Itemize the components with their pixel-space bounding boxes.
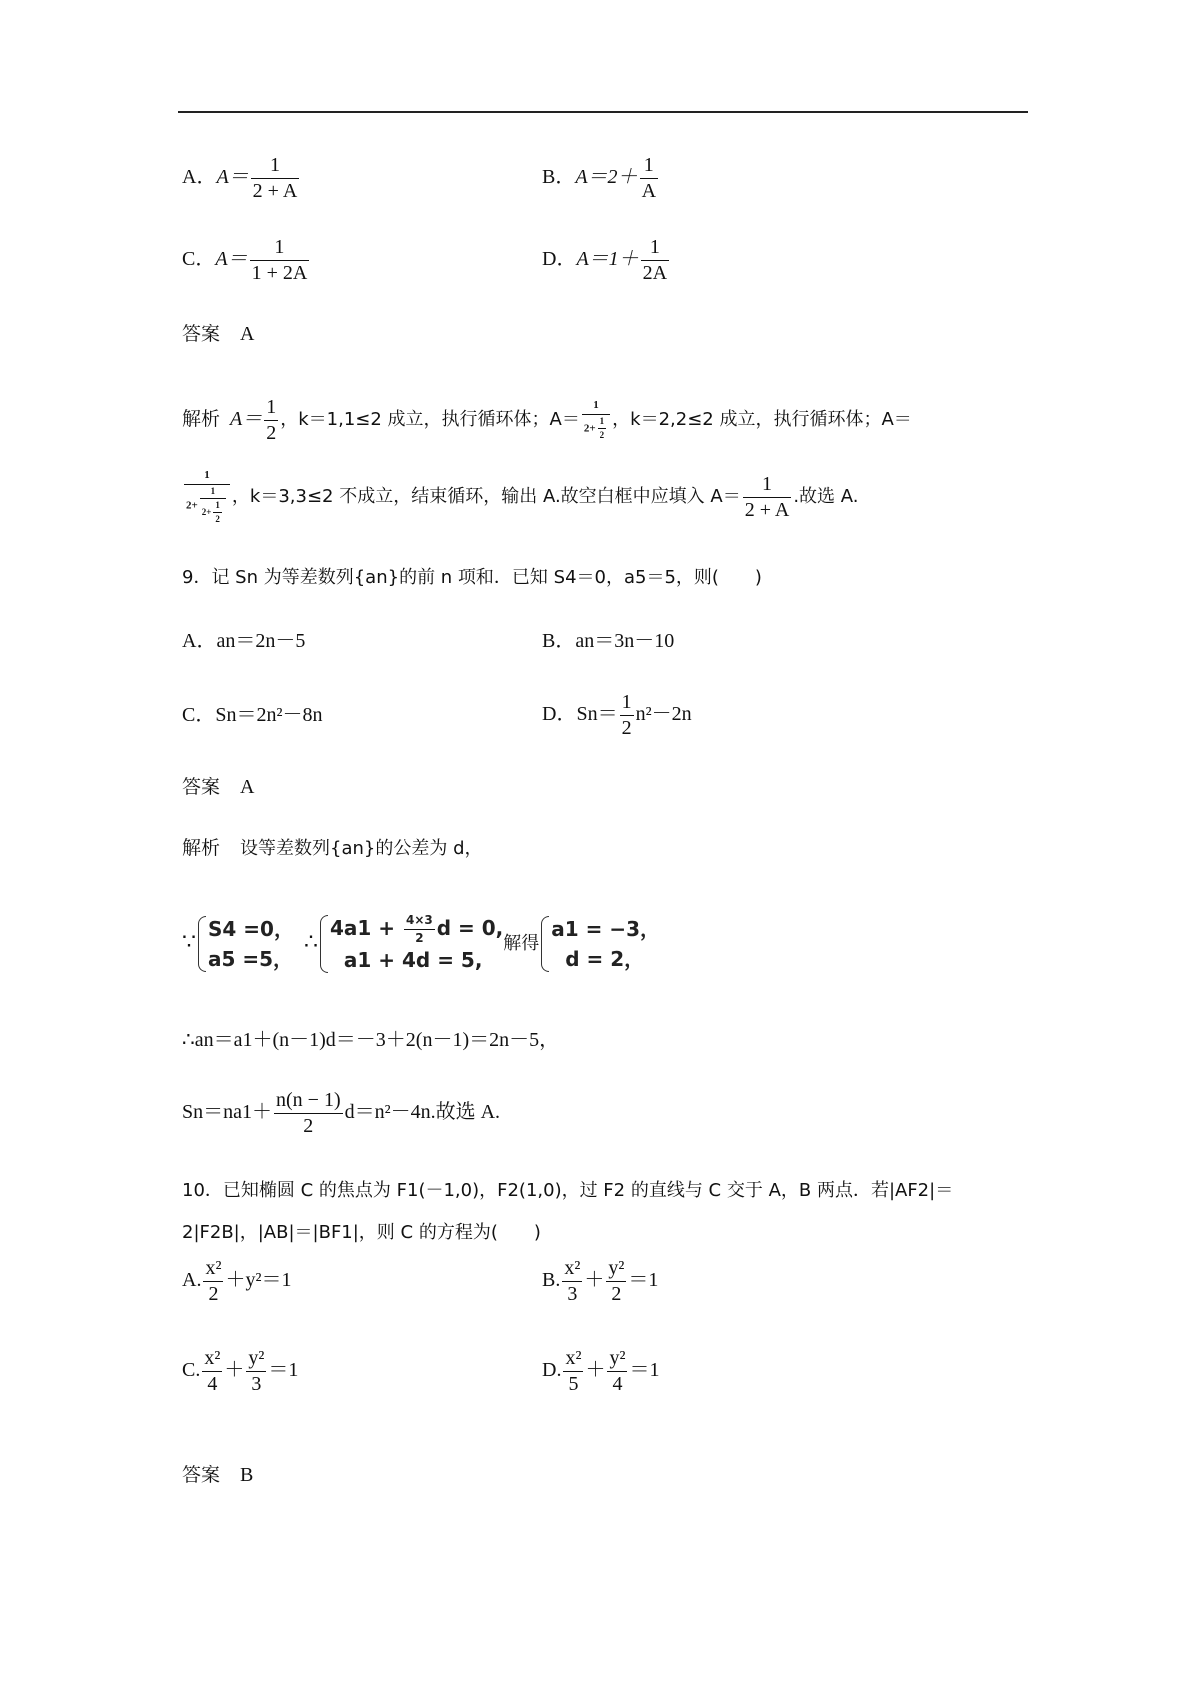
fraction [250,237,310,284]
fraction [274,1090,343,1137]
answer-label: 答案 [182,776,221,798]
fraction [562,1258,582,1305]
numerator: n(n − 1) [274,1090,343,1114]
answer-value: B [240,1464,254,1486]
fraction [640,155,658,202]
numerator: 1 [250,237,310,261]
numerator: y² [606,1258,626,1282]
text: d＝n²－4n.故选 A. [344,1101,501,1124]
equation-system [318,913,503,975]
den-text: 2+ [201,506,212,517]
q9-option-c [182,705,322,725]
option-text: ＝1 [268,1359,299,1382]
text: Sn＝na1＋ [182,1101,272,1124]
equation-part: 4a1 + [329,916,396,940]
q10-stem-line1 [182,1180,953,1200]
q9-analysis-line1 [182,838,483,858]
inner-fraction [200,487,226,525]
inner-fraction [598,417,607,441]
q9-option-a [182,631,305,651]
option-label: B. [542,1269,561,1292]
equation: S4 =0， [208,916,294,941]
q9-stem [182,567,762,587]
numerator: x² [203,1258,223,1282]
denominator: 2 + A [744,498,790,521]
option-label: D． [542,248,577,271]
denominator: 2 [415,931,424,945]
denominator: 2A [642,262,668,284]
numerator: y² [246,1348,266,1372]
denominator: 2 [215,514,220,525]
option-text: A．an＝2n－5 [182,630,306,652]
option-label: C. [182,1359,201,1382]
text: ，k＝1,1≤2 成立，执行循环体；A＝ [280,409,580,431]
q8-option-c [182,237,311,284]
option-text: B．an＝3n－10 [542,630,675,652]
q9-option-b [542,631,674,651]
denominator: 3 [567,1283,578,1305]
numerator: x² [563,1348,583,1372]
fraction [641,237,669,284]
denominator: 5 [568,1373,579,1395]
numerator: x² [562,1258,582,1282]
header-rule [178,111,1028,113]
q8-analysis-line1 [182,397,912,444]
text: .故选 A. [793,486,859,508]
fraction [251,155,300,202]
q8-option-d [542,237,671,284]
fraction [202,1348,222,1395]
question-stem: 2|F2B|，|AB|＝|BF1|，则 C 的方程为( ) [182,1222,541,1243]
fraction [203,1258,223,1305]
q9-analysis-line4 [182,1090,500,1137]
option-label: C． [182,248,216,271]
numerator: 1 [641,237,669,261]
denominator: 3 [251,1373,262,1395]
q9-equation-systems [182,913,660,975]
q8-option-b [542,155,660,202]
fraction [620,692,634,739]
numerator: 1 [264,397,278,421]
because-symbol: ∵ [182,928,196,954]
numerator: 1 [620,692,634,716]
text: ，k＝2,2≤2 成立，执行循环体；A＝ [612,409,912,431]
fraction [743,474,792,521]
option-text: ＝1 [629,1359,660,1382]
denominator: 2 [266,422,277,444]
denominator: 2 [208,1283,219,1305]
fraction [404,914,435,944]
q10-stem-line2 [182,1222,541,1242]
numerator: x² [202,1348,222,1372]
q10-option-a [182,1258,291,1305]
denominator: 2 + A [252,180,298,202]
fraction [563,1348,583,1395]
option-text: ＝1 [628,1269,659,1292]
q10-option-b: B. $\frac{\text{x²}}{3}$ ＋ $\frac{\text{y²}}{2}$ ＝1 [542,1257,659,1305]
numerator: 1 [598,417,607,429]
option-text: ＋y²＝1 [225,1269,292,1292]
answer-value: A [240,776,255,798]
denominator: 4 [207,1373,218,1395]
equation: a5 =5， [208,946,294,971]
denominator: 1 + 2A [251,262,308,284]
equation [330,945,503,975]
denominator: 2 [303,1115,314,1137]
q9-analysis-line3 [182,1030,559,1050]
therefore-symbol: ∴ [303,928,318,954]
numerator: 1 [251,155,300,179]
equation [551,944,660,974]
option-label: B． [542,166,576,189]
equation-system [196,914,294,974]
text: 设等差数列{an}的公差为 d， [240,838,483,859]
option-text: C．Sn＝2n²－8n [182,704,323,726]
numerator: y² [607,1348,627,1372]
equation-system [539,914,660,974]
text: A＝ [230,408,263,431]
fraction [607,1348,627,1395]
question-stem: 10．已知椭圆 C 的焦点为 F1(－1,0)，F2(1,0)，过 F2 的直线与 C 交于 A，B 两点．若|AF2|＝ [182,1180,954,1201]
den-text: 2+ [186,499,198,512]
inner-fraction [213,501,222,525]
analysis-label: 解析 [182,408,221,431]
option-lhs: A＝ [215,248,248,271]
q10-answer [182,1465,253,1485]
option-label: A. [182,1269,202,1292]
numerator: 1 [200,487,226,499]
option-text: D．Sn＝ [542,703,618,726]
nested-fraction [184,470,230,525]
nested-fraction [582,400,610,440]
den-text: 2+ [583,422,596,435]
q9-option-d [542,692,692,739]
option-text: n²－2n [635,703,692,726]
answer-label: 答案 [182,1464,221,1486]
numerator: 1 [640,155,658,179]
numerator: 4×3 [404,914,435,930]
q8-answer [182,324,254,344]
text: ∴an＝a1＋(n－1)d＝－3＋2(n－1)＝2n－5， [182,1029,560,1051]
denominator: 2 [611,1283,622,1305]
answer-value: A [240,323,255,345]
text: 解得 [503,932,540,954]
q8-option-a [182,155,301,202]
numerator: 1 [743,474,792,498]
numerator: 1 [213,501,222,513]
equation: a1 = −3， [551,916,661,941]
fraction [264,397,278,444]
denominator [184,485,230,525]
question-stem: 9．记 Sn 为等差数列{an}的前 n 项和．已知 S4＝0，a5＝5，则( ) [182,567,762,588]
option-label: D. [542,1359,562,1382]
q10-option-c: C. $\frac{\text{x²}}{4}$ ＋ $\frac{\text{y²}}{3}$ ＝1 [182,1347,299,1395]
fraction [606,1258,626,1305]
fraction [246,1348,266,1395]
denominator: 2 [621,717,632,739]
equation [330,913,503,945]
option-lhs: A＝2＋ [575,166,638,189]
denominator: 4 [612,1373,623,1395]
denominator: A [641,180,657,202]
option-lhs: A＝1＋ [576,248,639,271]
q8-analysis-line2 [182,470,859,525]
numerator: 1 [582,400,610,415]
option-label: A． [182,166,217,189]
equation-part: a1 + 4d = 5, [343,947,483,972]
option-lhs: A＝ [216,166,249,189]
q10-option-d: D. $\frac{\text{x²}}{5}$ ＋ $\frac{\text{y²}}{4}$ ＝1 [542,1347,660,1395]
denominator [582,415,610,441]
equation-part: d = 0, [436,916,504,940]
denominator: 2 [599,430,605,441]
q9-answer [182,777,254,797]
answer-label: 答案 [182,323,221,345]
analysis-label: 解析 [182,837,221,859]
numerator: 1 [184,470,230,485]
denominator [200,499,226,525]
text: ，k＝3,3≤2 不成立，结束循环，输出 A.故空白框中应填入 A＝ [231,486,741,508]
equation-part: d = 2， [565,946,645,971]
